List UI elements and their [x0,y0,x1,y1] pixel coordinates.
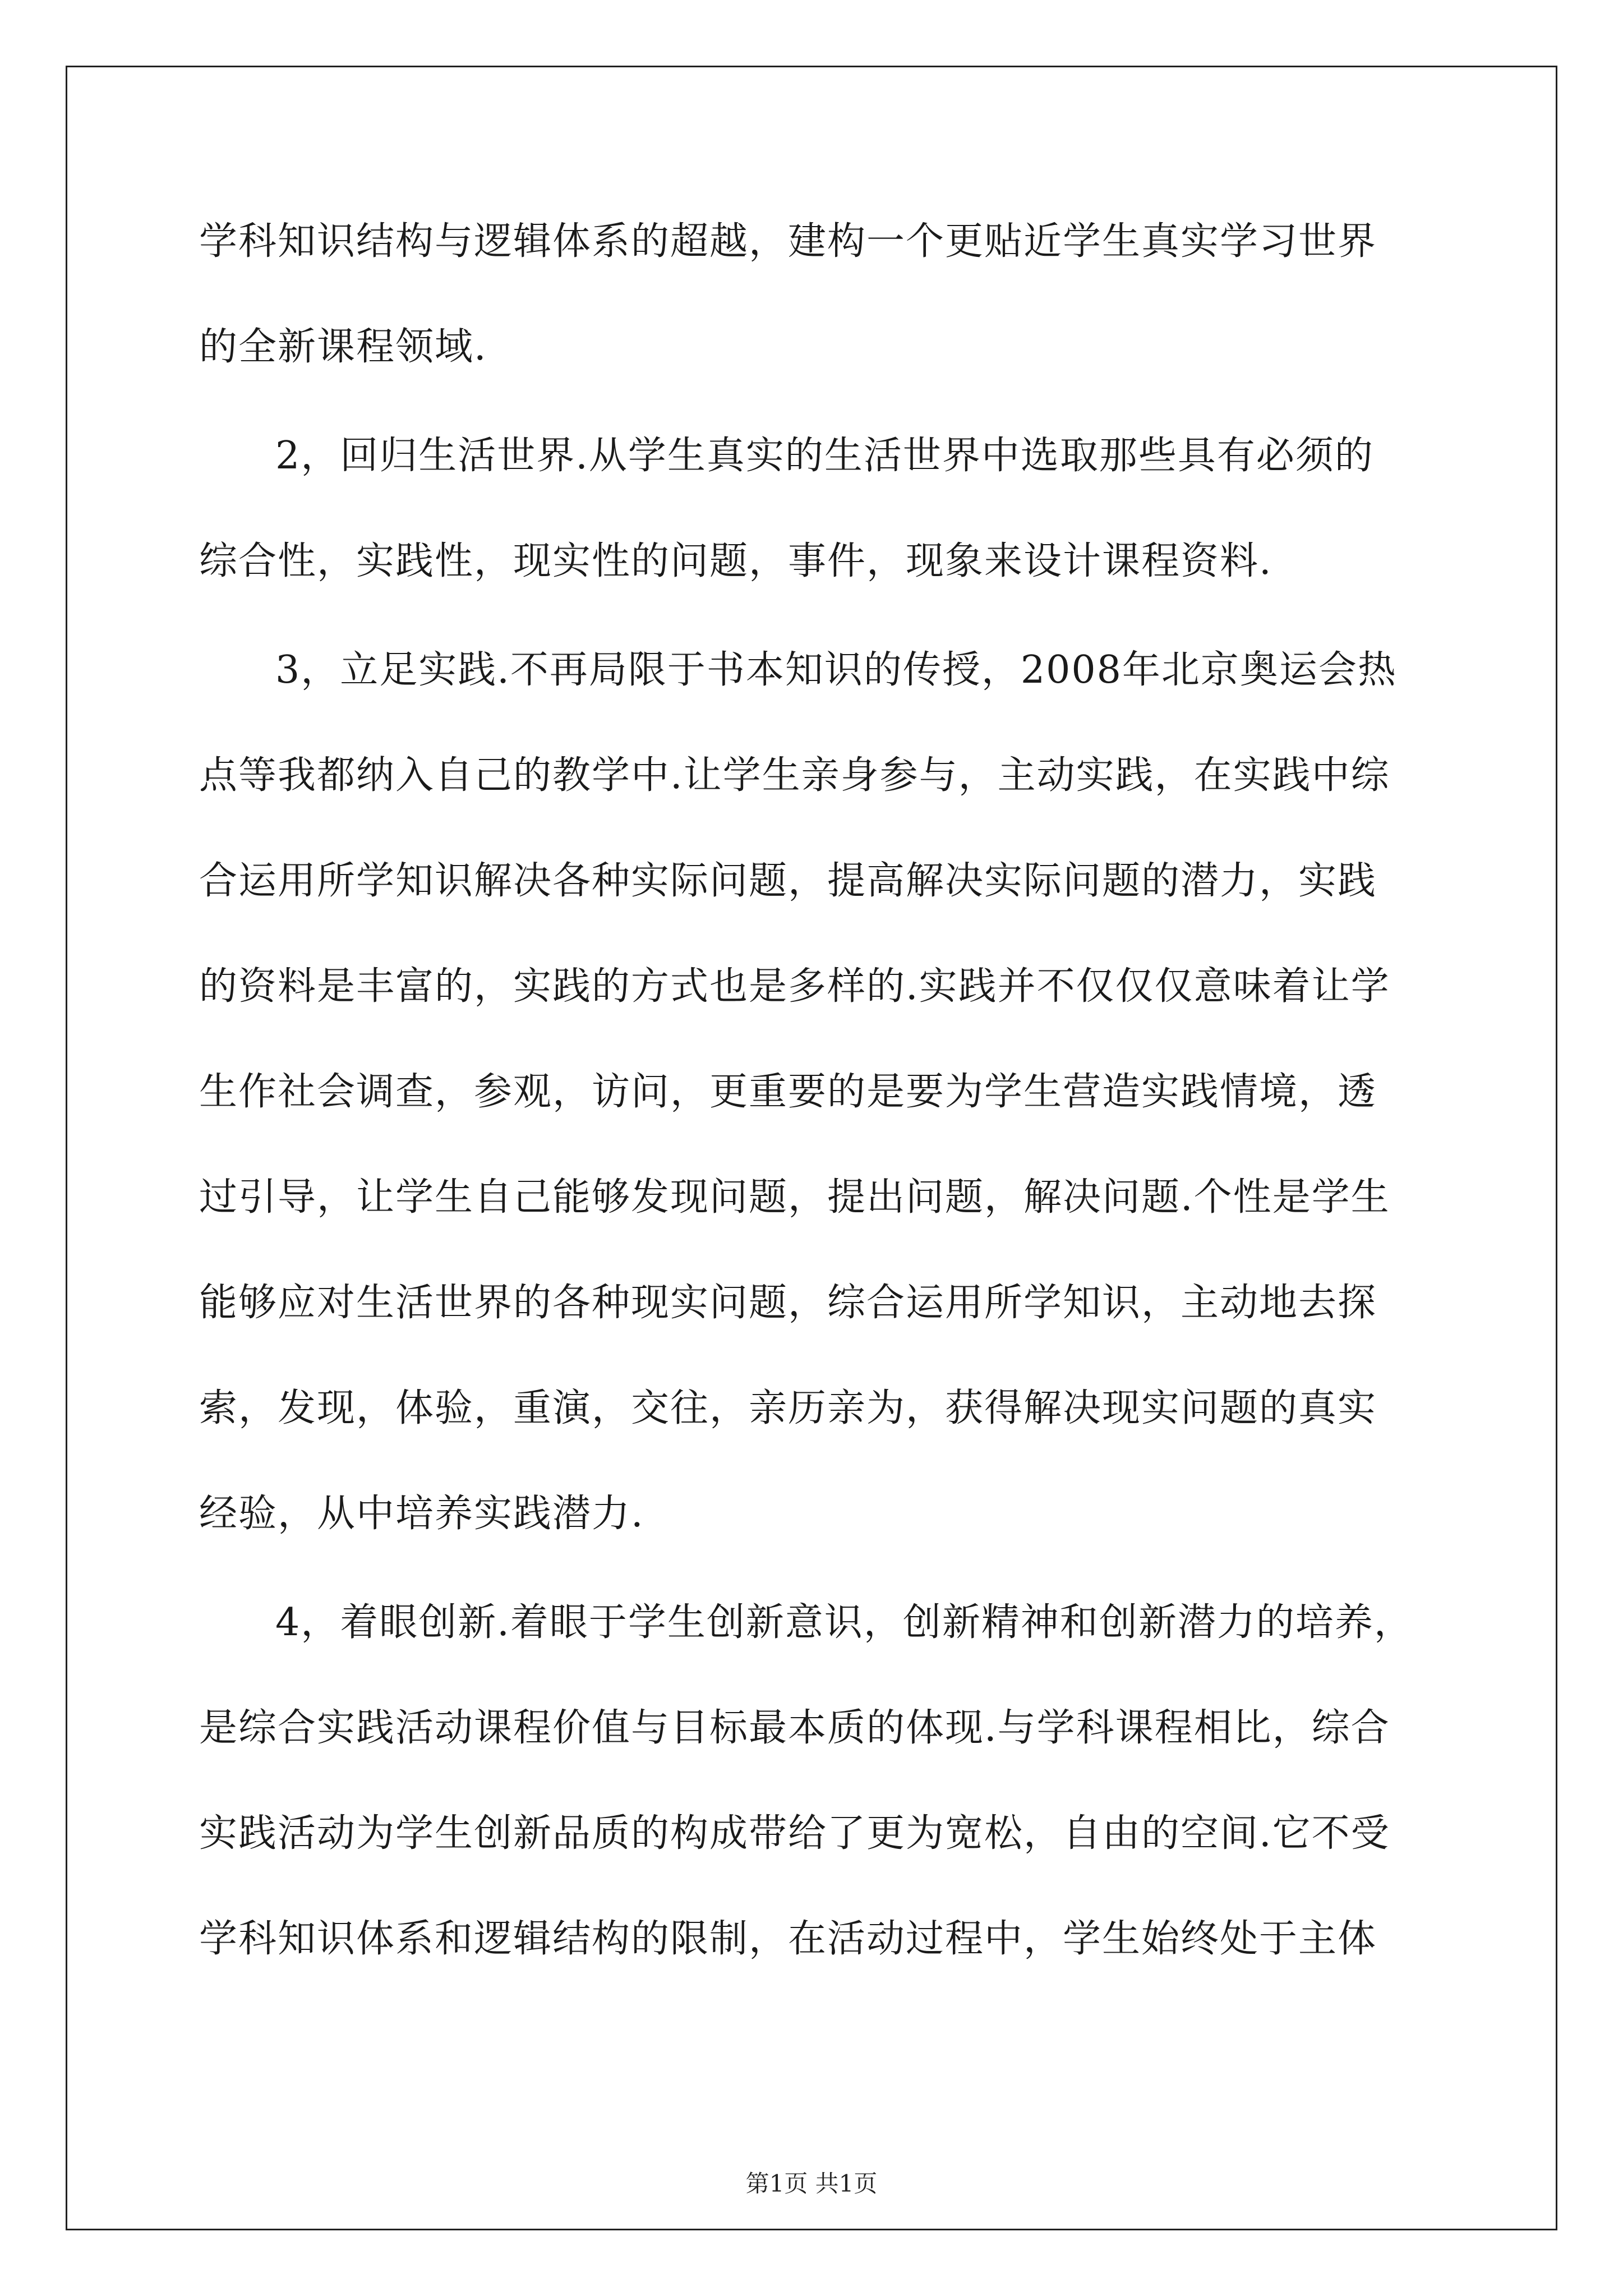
body-line: 实践活动为学生创新品质的构成带给了更为宽松，自由的空间.它不受 [199,1811,1390,1856]
paragraph-first-line: 3，立足实践.不再局限于书本知识的传授，2008年北京奥运会热 [275,648,1397,692]
body-line: 合运用所学知识解决各种实际问题，提高解决实际问题的潜力，实践 [199,859,1377,903]
body-line: 学科知识结构与逻辑体系的超越，建构一个更贴近学生真实学习世界 [199,219,1377,264]
body-line: 索，发现，体验，重演，交往，亲历亲为，获得解决现实问题的真实 [199,1386,1377,1430]
body-line: 能够应对生活世界的各种现实问题，综合运用所学知识，主动地去探 [199,1281,1377,1325]
body-line: 点等我都纳入自己的教学中.让学生亲身参与，主动实践，在实践中综 [199,753,1390,798]
body-line: 的资料是丰富的，实践的方式也是多样的.实践并不仅仅仅意味着让学 [199,964,1390,1009]
body-line: 综合性，实践性，现实性的问题，事件，现象来设计课程资料. [199,539,1272,583]
body-line: 的全新课程领域. [199,325,487,369]
paragraph-first-line: 4，着眼创新.着眼于学生创新意识，创新精神和创新潜力的培养， [275,1600,1413,1645]
body-line: 生作社会调查，参观，访问，更重要的是要为学生营造实践情境，透 [199,1070,1377,1114]
body-line: 经验，从中培养实践潜力. [199,1492,644,1536]
body-line: 学科知识体系和逻辑结构的限制，在活动过程中，学生始终处于主体 [199,1917,1377,1961]
paragraph-first-line: 2，回归生活世界.从学生真实的生活世界中选取那些具有必须的 [275,434,1374,478]
body-line: 过引导，让学生自己能够发现问题，提出问题，解决问题.个性是学生 [199,1175,1390,1220]
document-body [199,219,1432,2026]
body-line: 是综合实践活动课程价值与目标最本质的体现.与学科课程相比，综合 [199,1706,1390,1750]
page-number-footer: 第1页 共1页 [745,2170,878,2197]
